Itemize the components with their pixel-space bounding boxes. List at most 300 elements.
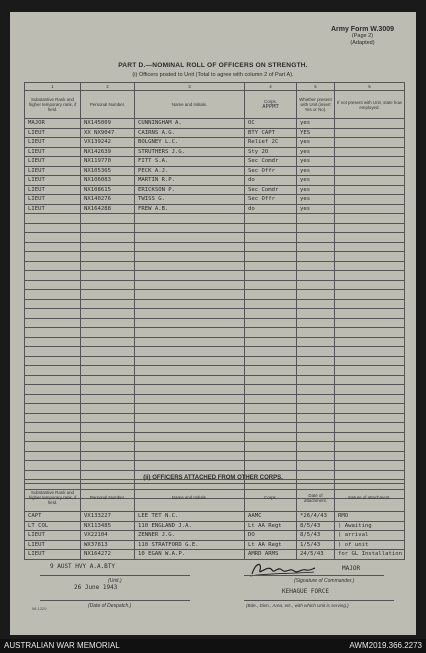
name-cell xyxy=(135,451,245,461)
table-row xyxy=(25,204,405,214)
present-cell: yes xyxy=(297,195,335,205)
personal-number-cell: NX108615 xyxy=(81,185,135,195)
present-cell xyxy=(297,242,335,252)
part-d-subtitle: (i) Officers posted to Unit (Total to agree with column 2 of Part A). xyxy=(132,72,294,78)
corps-cell xyxy=(245,356,297,366)
employment-cell xyxy=(335,261,405,271)
name-cell xyxy=(135,261,245,271)
corps-cell: OC xyxy=(245,119,297,129)
name-cell: ZENNER J.G. xyxy=(135,531,245,541)
col-number: 6 xyxy=(335,83,405,91)
name-cell xyxy=(135,328,245,338)
employment-cell xyxy=(335,337,405,347)
employment-cell xyxy=(335,176,405,186)
personal-number-cell xyxy=(81,461,135,471)
employment-cell xyxy=(335,185,405,195)
present-cell xyxy=(297,366,335,376)
name-cell xyxy=(135,356,245,366)
employment-cell xyxy=(335,204,405,214)
name-cell xyxy=(135,442,245,452)
table-row xyxy=(25,356,405,366)
rank-cell: LIEUT xyxy=(25,185,81,195)
employment-cell xyxy=(335,128,405,138)
present-cell xyxy=(297,442,335,452)
table-row xyxy=(25,271,405,281)
rank-cell xyxy=(25,461,81,471)
employment-cell xyxy=(335,442,405,452)
name-cell: FREW A.B. xyxy=(135,204,245,214)
personal-number-cell xyxy=(81,432,135,442)
name-cell: PECK A.J. xyxy=(135,166,245,176)
present-cell: yes xyxy=(297,138,335,148)
name-cell xyxy=(135,214,245,224)
name-cell xyxy=(135,318,245,328)
employment-cell xyxy=(335,166,405,176)
rank-cell: LIEUT xyxy=(25,138,81,148)
personal-number-cell: NX105365 xyxy=(81,166,135,176)
name-cell: LEE TET N.C. xyxy=(135,512,245,522)
table-row xyxy=(25,176,405,186)
form-page xyxy=(10,12,416,635)
name-cell xyxy=(135,394,245,404)
corps-cell xyxy=(245,223,297,233)
archive-reference: AWM2019.366.2273 xyxy=(349,641,422,650)
employment-cell xyxy=(335,318,405,328)
attachment-date-cell: *26/4/43 xyxy=(297,512,335,522)
corps-cell: Sec Comdr xyxy=(245,157,297,167)
employment-cell xyxy=(335,394,405,404)
present-cell: yes xyxy=(297,147,335,157)
present-cell: yes xyxy=(297,166,335,176)
employment-cell xyxy=(335,309,405,319)
present-cell xyxy=(297,309,335,319)
rank-cell: LIEUT xyxy=(25,176,81,186)
name-cell xyxy=(135,347,245,357)
corps-cell: BTY CAPT xyxy=(245,128,297,138)
corps-cell xyxy=(245,242,297,252)
personal-number-cell xyxy=(81,290,135,300)
name-cell xyxy=(135,432,245,442)
present-cell xyxy=(297,394,335,404)
personal-number-cell: WX37813 xyxy=(81,540,135,550)
form-title: Army Form W.3009 xyxy=(330,26,394,33)
personal-number-cell xyxy=(81,271,135,281)
employment-cell xyxy=(335,242,405,252)
unit-label: (Unit.) xyxy=(108,578,122,584)
table-row xyxy=(25,147,405,157)
name-cell xyxy=(135,252,245,262)
table-row xyxy=(25,261,405,271)
rank-cell: LIEUT xyxy=(25,166,81,176)
present-cell xyxy=(297,432,335,442)
present-cell xyxy=(297,280,335,290)
table-row xyxy=(25,119,405,129)
present-cell xyxy=(297,404,335,414)
table-row xyxy=(25,442,405,452)
corps-cell xyxy=(245,413,297,423)
header-present: Whether present with Unit (insert Yes or No). xyxy=(297,91,335,119)
col-number: 3 xyxy=(135,83,245,91)
personal-number-cell xyxy=(81,347,135,357)
present-cell xyxy=(297,451,335,461)
personal-number-cell xyxy=(81,442,135,452)
rank-cell xyxy=(25,299,81,309)
personal-number-cell: NX106083 xyxy=(81,176,135,186)
personal-number-cell xyxy=(81,214,135,224)
rank-cell xyxy=(25,423,81,433)
personal-number-cell xyxy=(81,451,135,461)
rank-cell xyxy=(25,413,81,423)
rank-cell xyxy=(25,442,81,452)
personal-number-cell xyxy=(81,375,135,385)
corps-cell xyxy=(245,318,297,328)
present-cell xyxy=(297,385,335,395)
corps-cell xyxy=(245,461,297,471)
employment-cell xyxy=(335,233,405,243)
present-cell xyxy=(297,328,335,338)
table-row xyxy=(25,423,405,433)
table-row xyxy=(25,337,405,347)
personal-number-cell xyxy=(81,252,135,262)
name-cell xyxy=(135,309,245,319)
table-row xyxy=(25,404,405,414)
present-cell xyxy=(297,214,335,224)
header-row xyxy=(25,91,405,119)
header-number: Personal Number. xyxy=(81,91,135,119)
rank-cell: LT COL xyxy=(25,521,81,531)
table-row xyxy=(25,157,405,167)
personal-number-cell xyxy=(81,366,135,376)
corps-cell: Sec Offr xyxy=(245,195,297,205)
corps-cell: DO xyxy=(245,531,297,541)
table-row xyxy=(25,550,405,560)
rank-cell: LIEUT xyxy=(25,128,81,138)
rank-cell: CAPT xyxy=(25,512,81,522)
header-corps xyxy=(245,91,297,119)
attachment-date-cell: 24/5/43 xyxy=(297,550,335,560)
rank-cell xyxy=(25,252,81,262)
attached-header-rank: Substantive Rank and higher temporary rank, if held. xyxy=(25,484,81,512)
rank-cell xyxy=(25,223,81,233)
employment-cell xyxy=(335,451,405,461)
personal-number-cell xyxy=(81,261,135,271)
name-cell xyxy=(135,280,245,290)
rank-cell xyxy=(25,328,81,338)
form-identifier xyxy=(331,26,394,47)
attached-header-number: Personal Number. xyxy=(81,484,135,512)
present-cell: yes xyxy=(297,204,335,214)
name-cell xyxy=(135,271,245,281)
personal-number-cell xyxy=(81,223,135,233)
personal-number-cell xyxy=(81,413,135,423)
table-row xyxy=(25,328,405,338)
corps-cell xyxy=(245,347,297,357)
attachment-date-cell: 1/5/43 xyxy=(297,540,335,550)
rank-cell xyxy=(25,385,81,395)
table-row xyxy=(25,299,405,309)
signature-label: (Signature of Commander.) xyxy=(294,578,355,584)
table-row xyxy=(25,531,405,541)
present-cell: yes xyxy=(297,185,335,195)
present-cell xyxy=(297,337,335,347)
rank-cell xyxy=(25,394,81,404)
corps-cell xyxy=(245,385,297,395)
present-cell xyxy=(297,318,335,328)
name-cell xyxy=(135,337,245,347)
table-row xyxy=(25,252,405,262)
part-ii-title: (ii) OFFICERS ATTACHED FROM OTHER CORPS. xyxy=(143,475,283,481)
corps-cell: Relief 2C xyxy=(245,138,297,148)
despatch-date-value: 26 June 1943 xyxy=(74,584,118,591)
corps-cell: AMRD ARMS xyxy=(245,550,297,560)
personal-number-cell: NX142639 xyxy=(81,147,135,157)
name-cell xyxy=(135,366,245,376)
table-row xyxy=(25,512,405,522)
present-cell xyxy=(297,413,335,423)
rank-cell xyxy=(25,347,81,357)
rank-cell xyxy=(25,375,81,385)
present-cell xyxy=(297,356,335,366)
personal-number-cell xyxy=(81,299,135,309)
present-cell xyxy=(297,233,335,243)
table-row xyxy=(25,451,405,461)
rank-cell: LIEUT xyxy=(25,550,81,560)
rank-cell: MAJOR xyxy=(25,119,81,129)
employment-cell xyxy=(335,375,405,385)
name-cell: BOLGNEY L.C. xyxy=(135,138,245,148)
unit-value: 9 AUST HVY A.A.BTY xyxy=(50,563,116,570)
personal-number-cell xyxy=(81,356,135,366)
corps-cell xyxy=(245,337,297,347)
name-cell: MARTIN R.P. xyxy=(135,176,245,186)
corps-cell xyxy=(245,394,297,404)
rank-cell: LIEUT xyxy=(25,195,81,205)
present-cell: yes xyxy=(297,176,335,186)
archive-name: AUSTRALIAN WAR MEMORIAL xyxy=(4,641,120,650)
corps-cell: do xyxy=(245,204,297,214)
attached-header-corps: Corps. xyxy=(245,484,297,512)
rank-cell xyxy=(25,432,81,442)
table-row xyxy=(25,521,405,531)
column-number-row xyxy=(25,83,405,91)
name-cell xyxy=(135,223,245,233)
rank-cell xyxy=(25,214,81,224)
corps-cell xyxy=(245,271,297,281)
attachment-nature-cell: ) of unit xyxy=(335,540,405,550)
corps-cell xyxy=(245,375,297,385)
personal-number-cell xyxy=(81,423,135,433)
present-cell xyxy=(297,461,335,471)
rank-cell xyxy=(25,290,81,300)
name-cell: 10 EGAN W.A.P. xyxy=(135,550,245,560)
name-cell xyxy=(135,233,245,243)
personal-number-cell: VX133227 xyxy=(81,512,135,522)
personal-number-cell xyxy=(81,280,135,290)
table-row xyxy=(25,290,405,300)
attachment-date-cell: 8/5/43 xyxy=(297,521,335,531)
personal-number-cell: NX145009 xyxy=(81,119,135,129)
employment-cell xyxy=(335,290,405,300)
employment-cell xyxy=(335,404,405,414)
corps-cell xyxy=(245,366,297,376)
date-line xyxy=(40,600,190,601)
table-row xyxy=(25,138,405,148)
attached-header-nature: Nature of attachment. xyxy=(335,484,405,512)
personal-number-cell: VX22104 xyxy=(81,531,135,541)
table-row xyxy=(25,385,405,395)
signature-line xyxy=(244,575,384,576)
personal-number-cell xyxy=(81,318,135,328)
employment-cell xyxy=(335,413,405,423)
employment-cell xyxy=(335,299,405,309)
present-cell xyxy=(297,271,335,281)
employment-cell xyxy=(335,356,405,366)
present-cell xyxy=(297,375,335,385)
table-row xyxy=(25,195,405,205)
rank-cell: LIEUT xyxy=(25,540,81,550)
table-row xyxy=(25,214,405,224)
personal-number-cell xyxy=(81,328,135,338)
name-cell: FITT S.A. xyxy=(135,157,245,167)
present-cell xyxy=(297,290,335,300)
rank-cell: LIEUT xyxy=(25,204,81,214)
force-line xyxy=(244,600,394,601)
personal-number-cell: NX113485 xyxy=(81,521,135,531)
table-row xyxy=(25,233,405,243)
rank-cell: LIEUT xyxy=(25,157,81,167)
rank-cell xyxy=(25,242,81,252)
personal-number-cell: NX119770 xyxy=(81,157,135,167)
rank-cell xyxy=(25,309,81,319)
personal-number-cell: XX NX9047 xyxy=(81,128,135,138)
col-number: 2 xyxy=(81,83,135,91)
table-row xyxy=(25,375,405,385)
employment-cell xyxy=(335,432,405,442)
personal-number-cell xyxy=(81,385,135,395)
employment-cell xyxy=(335,147,405,157)
table-row xyxy=(25,166,405,176)
present-cell xyxy=(297,347,335,357)
table-row xyxy=(25,185,405,195)
corps-cell xyxy=(245,328,297,338)
header-rank: Substantive Rank and higher temporary rank, if held. xyxy=(25,91,81,119)
name-cell xyxy=(135,413,245,423)
rank-cell xyxy=(25,318,81,328)
table-row xyxy=(25,413,405,423)
personal-number-cell: NX164272 xyxy=(81,550,135,560)
signature-rank: MAJOR xyxy=(342,565,361,572)
despatch-date-label: (Date of Despatch.) xyxy=(88,603,132,609)
rank-cell xyxy=(25,280,81,290)
corps-cell xyxy=(245,432,297,442)
name-cell xyxy=(135,290,245,300)
personal-number-cell xyxy=(81,394,135,404)
corps-cell: Sec Offr xyxy=(245,166,297,176)
table-row xyxy=(25,309,405,319)
name-cell: STRUTHERS J.G. xyxy=(135,147,245,157)
personal-number-cell: NX140276 xyxy=(81,195,135,205)
table-row xyxy=(25,540,405,550)
table-row xyxy=(25,223,405,233)
table-row xyxy=(25,394,405,404)
personal-number-cell xyxy=(81,233,135,243)
corps-cell: AAMC xyxy=(245,512,297,522)
archive-footer xyxy=(0,639,426,653)
present-cell xyxy=(297,223,335,233)
col-number: 5 xyxy=(297,83,335,91)
corps-cell: Sec Comdr xyxy=(245,185,297,195)
corps-cell xyxy=(245,233,297,243)
table-row xyxy=(25,432,405,442)
name-cell: CAIRNS A.G. xyxy=(135,128,245,138)
corps-cell: do xyxy=(245,176,297,186)
attachment-nature-cell: RMO xyxy=(335,512,405,522)
col-number: 4 xyxy=(245,83,297,91)
employment-cell xyxy=(335,423,405,433)
corps-stamp: APPMT xyxy=(262,104,279,110)
unit-line xyxy=(40,575,190,576)
employment-cell xyxy=(335,157,405,167)
table-row xyxy=(25,461,405,471)
table-row xyxy=(25,280,405,290)
personal-number-cell xyxy=(81,337,135,347)
employment-cell xyxy=(335,252,405,262)
name-cell xyxy=(135,461,245,471)
corps-cell: Sty 2O xyxy=(245,147,297,157)
officers-on-strength-table xyxy=(24,82,405,499)
officers-attached-table xyxy=(24,483,405,560)
rank-cell xyxy=(25,404,81,414)
employment-cell xyxy=(335,138,405,148)
rank-cell xyxy=(25,366,81,376)
name-cell: 110 STRATFORD G.E. xyxy=(135,540,245,550)
employment-cell xyxy=(335,385,405,395)
form-page-number: (Page 2) xyxy=(351,33,374,39)
corps-cell xyxy=(245,442,297,452)
header-corps-label: Corps. xyxy=(264,99,277,104)
corps-cell xyxy=(245,451,297,461)
attached-header-name: Name and Initials. xyxy=(135,484,245,512)
name-cell xyxy=(135,242,245,252)
corps-cell xyxy=(245,252,297,262)
personal-number-cell xyxy=(81,404,135,414)
corps-cell: Lt AA Regt xyxy=(245,521,297,531)
employment-cell xyxy=(335,223,405,233)
employment-cell xyxy=(335,461,405,471)
force-value: KEHAGUE FORCE xyxy=(282,588,329,595)
corps-cell xyxy=(245,280,297,290)
table-row xyxy=(25,318,405,328)
attachment-nature-cell: ) Awaiting xyxy=(335,521,405,531)
attachment-date-cell: 8/5/43 xyxy=(297,531,335,541)
employment-cell xyxy=(335,195,405,205)
rank-cell xyxy=(25,451,81,461)
corps-cell xyxy=(245,214,297,224)
attached-header-date: Date of attachment. xyxy=(297,484,335,512)
name-cell xyxy=(135,385,245,395)
present-cell xyxy=(297,261,335,271)
employment-cell xyxy=(335,119,405,129)
corps-cell xyxy=(245,299,297,309)
rank-cell: LIEUT xyxy=(25,147,81,157)
corps-cell xyxy=(245,290,297,300)
present-cell xyxy=(297,299,335,309)
attachment-nature-cell: for GL Installation xyxy=(335,550,405,560)
print-code: 98 1229 xyxy=(32,606,47,611)
table-row xyxy=(25,242,405,252)
employment-cell xyxy=(335,271,405,281)
rank-cell xyxy=(25,337,81,347)
